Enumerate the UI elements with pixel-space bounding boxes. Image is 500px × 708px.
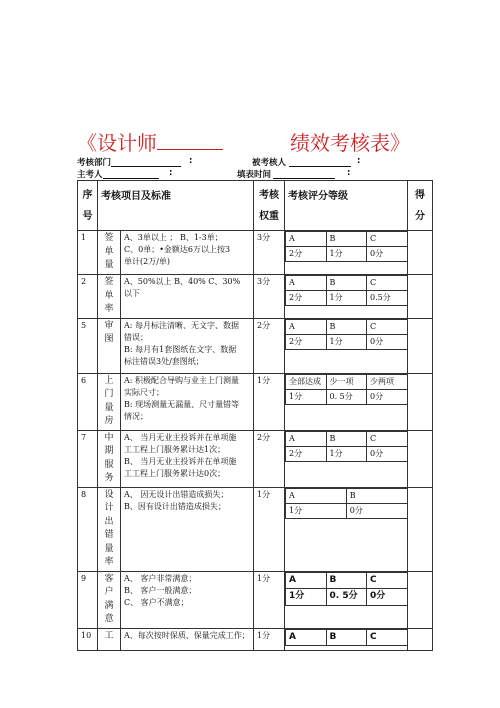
header-row <box>78 181 433 231</box>
grade-level: B <box>326 276 367 291</box>
item-criteria: A、50%以上 B、40% C、30% 以下 <box>121 275 254 319</box>
grade-points: 1分 <box>326 247 367 262</box>
item-criteria: A、 因无设计出错造成损失； B、因有设计出错造成损失； <box>121 487 254 571</box>
grade-level: C <box>367 572 408 589</box>
grade-level: 少一项 <box>326 374 367 389</box>
item-name: 审 图 <box>98 318 121 373</box>
grade-points: 1分 <box>286 503 347 518</box>
row-number: 6 <box>78 373 98 430</box>
grade-level: C <box>367 232 408 247</box>
grade-table <box>285 275 407 306</box>
title-blank[interactable] <box>157 133 223 150</box>
grade-table <box>285 431 407 462</box>
item-name: 中 期 服 务 <box>98 430 121 487</box>
grade-points: 2分 <box>286 247 327 262</box>
table-row <box>78 628 433 650</box>
item-weight: 1分 <box>254 571 285 628</box>
form-title <box>0 127 500 155</box>
colon: : <box>169 168 173 178</box>
header-weight: 考核 权重 <box>254 181 285 231</box>
evaluated-field[interactable] <box>289 156 351 167</box>
item-weight: 1分 <box>254 487 285 571</box>
grade-table <box>285 572 407 606</box>
date-field[interactable] <box>273 168 335 179</box>
colon: : <box>347 168 351 178</box>
item-grades <box>285 275 408 319</box>
table-row <box>78 231 433 275</box>
table-row <box>78 571 433 628</box>
grade-level: C <box>367 319 408 334</box>
item-weight: 3分 <box>254 231 285 275</box>
grade-level: C <box>367 431 408 446</box>
grade-level: A <box>286 232 327 247</box>
dept-field[interactable] <box>111 156 181 167</box>
grade-level: B <box>326 572 367 589</box>
grade-level: C <box>367 276 408 291</box>
grade-table <box>285 488 407 519</box>
grade-points: 1分 <box>326 446 367 461</box>
grade-level: A <box>286 319 327 334</box>
header-items: 考核项目及标准 <box>98 181 254 231</box>
colon: : <box>357 156 361 166</box>
item-grades <box>285 571 408 628</box>
item-weight: 2分 <box>254 430 285 487</box>
colon: : <box>189 156 193 166</box>
item-weight: 1分 <box>254 373 285 430</box>
grade-level: 少两项 <box>367 374 408 389</box>
appraisal-table <box>77 180 433 651</box>
grade-points: 0分 <box>367 247 408 262</box>
grade-points: 2分 <box>286 291 327 306</box>
grade-level: 全部达成 <box>286 374 327 389</box>
header-grade: 考核评分等级 <box>285 181 408 231</box>
grade-level: C <box>367 629 408 646</box>
score-cell[interactable] <box>408 231 433 275</box>
grade-points: 0分 <box>367 446 408 461</box>
grade-points: 1分 <box>326 291 367 306</box>
grade-level: B <box>326 319 367 334</box>
item-criteria: A、3单以上 ； B、1-3单； C、0单；•金额达6万以上按3 单计(2万/单) <box>121 231 254 275</box>
item-grades <box>285 318 408 373</box>
dept-label: 考核部门 <box>77 158 112 168</box>
item-weight: 1分 <box>254 628 285 650</box>
evaluator-label: 主考人 <box>77 170 103 180</box>
item-criteria: A、 当月无业主投诉并在单项施 工工程上门服务累计达1次； B、 当月无业主投诉并在单项施 工工程上门服务累计达0次； <box>121 430 254 487</box>
grade-level: A <box>286 431 327 446</box>
item-weight: 2分 <box>254 318 285 373</box>
item-criteria: A: 每月标注清晰、无文字、数据 错误； B: 每月有1套图纸在文字、数据 标注错误3处/套图纸； <box>121 318 254 373</box>
row-number: 5 <box>78 318 98 373</box>
row-number: 10 <box>78 628 98 650</box>
evaluated-label: 被考核人 <box>252 158 287 168</box>
item-name: 客 户 满 意 <box>98 571 121 628</box>
grade-points: 0分 <box>367 334 408 349</box>
header-no: 序 号 <box>78 181 98 231</box>
item-name: 签 单 量 <box>98 231 121 275</box>
grade-points: 0分 <box>367 589 408 606</box>
item-grades <box>285 231 408 275</box>
grade-table <box>285 231 407 262</box>
score-cell[interactable] <box>408 430 433 487</box>
score-cell[interactable] <box>408 275 433 319</box>
evaluator-field[interactable] <box>103 168 159 179</box>
table-row <box>78 487 433 571</box>
grade-table <box>285 629 407 647</box>
grade-points: 0. 5分 <box>326 589 367 606</box>
grade-table <box>285 319 407 350</box>
table-row <box>78 318 433 373</box>
grade-level: B <box>326 232 367 247</box>
header-score: 得 分 <box>408 181 433 231</box>
score-cell[interactable] <box>408 318 433 373</box>
row-number: 9 <box>78 571 98 628</box>
score-cell[interactable] <box>408 373 433 430</box>
grade-points: 0分 <box>367 389 408 404</box>
item-grades <box>285 430 408 487</box>
item-grades <box>285 373 408 430</box>
row-number: 2 <box>78 275 98 319</box>
grade-points: 2分 <box>286 334 327 349</box>
grade-level: A <box>286 572 327 589</box>
item-criteria: A、每次按时保质、保量完成工作； <box>121 628 254 650</box>
score-cell[interactable] <box>408 628 433 650</box>
row-number: 7 <box>78 430 98 487</box>
grade-level: B <box>346 488 407 503</box>
item-weight: 3分 <box>254 275 285 319</box>
title-right: 绩效考核表》 <box>290 131 410 155</box>
grade-points: 0. 5分 <box>326 389 367 404</box>
grade-level: A <box>286 629 327 646</box>
item-grades <box>285 487 408 571</box>
grade-points: 0.5分 <box>367 291 408 306</box>
title-left: 《设计师 <box>77 127 223 156</box>
table-row <box>78 430 433 487</box>
grade-level: A <box>286 276 327 291</box>
grade-points: 1分 <box>286 389 327 404</box>
grade-level: A <box>286 488 347 503</box>
grade-level: B <box>326 629 367 646</box>
grade-points: 0分 <box>346 503 407 518</box>
item-criteria: A: 积极配合导购与业主上门测量 实际尺寸； B: 现场测量无漏量、尺寸量错等 情况； <box>121 373 254 430</box>
table-row <box>78 373 433 430</box>
grade-points: 1分 <box>326 334 367 349</box>
item-name: 上 门 量 房 <box>98 373 121 430</box>
item-name: 工 <box>98 628 121 650</box>
grade-points: 2分 <box>286 446 327 461</box>
item-grades <box>285 628 408 650</box>
row-number: 8 <box>78 487 98 571</box>
score-cell[interactable] <box>408 487 433 571</box>
item-name: 签 单 率 <box>98 275 121 319</box>
table-row <box>78 275 433 319</box>
grade-table <box>285 374 407 405</box>
grade-points: 1分 <box>286 589 327 606</box>
grade-level: B <box>326 431 367 446</box>
score-cell[interactable] <box>408 571 433 628</box>
item-criteria: A、 客户非常满意； B、 客户一般满意； C、 客户不满意； <box>121 571 254 628</box>
item-name: 设 计 出 错 量 率 <box>98 487 121 571</box>
date-label: 填表时间 <box>237 170 272 180</box>
row-number: 1 <box>78 231 98 275</box>
